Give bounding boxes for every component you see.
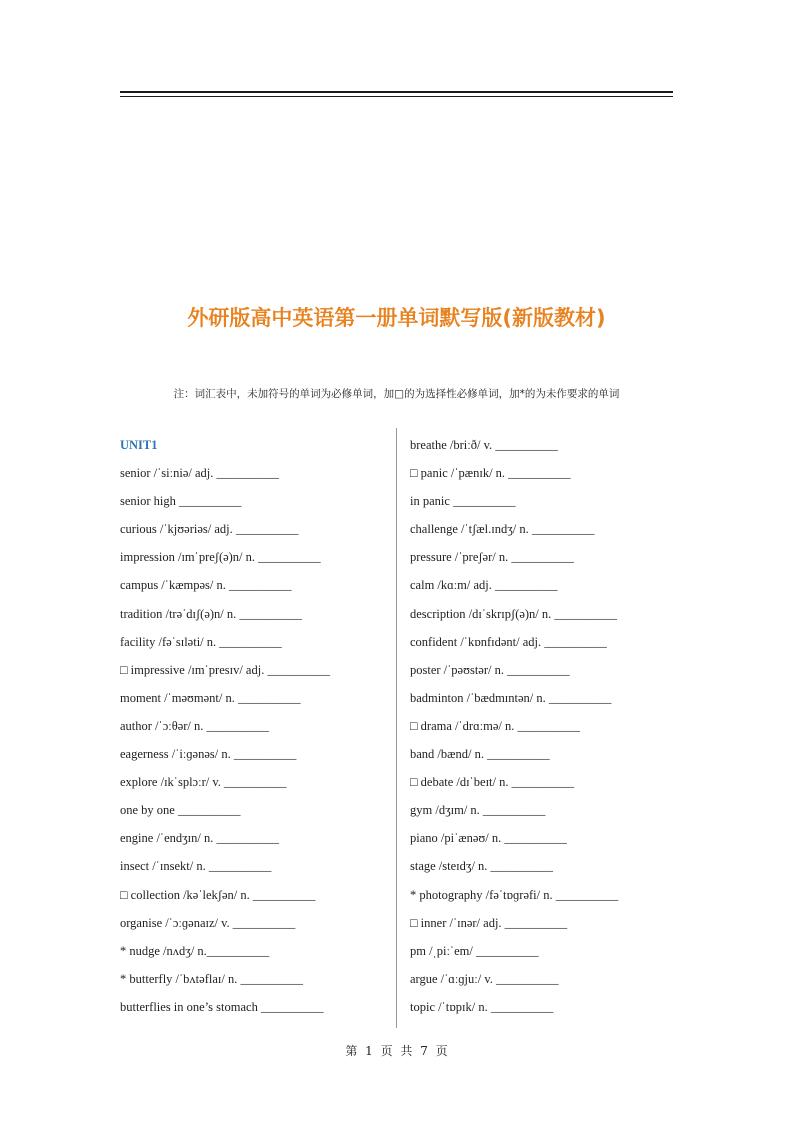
vocab-item: * nudge /nʌdʒ/ n.__________ (120, 943, 270, 958)
vocab-item: pm /ˌpiːˈem/ __________ (410, 943, 539, 958)
vocab-item: moment /ˈməʊmənt/ n. __________ (120, 690, 301, 705)
vocab-item: insect /ˈɪnsekt/ n. __________ (120, 859, 272, 874)
vocab-item: * butterfly /ˈbʌtəflaɪ/ n. __________ (120, 971, 303, 986)
vocab-item: challenge /ˈtʃæl.ɪndʒ/ n. __________ (410, 522, 595, 537)
vocab-item: □ drama /ˈdrɑːmə/ n. __________ (410, 718, 580, 733)
vocab-item: badminton /ˈbædmɪntən/ n. __________ (410, 690, 612, 705)
vocab-item: band /bænd/ n. __________ (410, 747, 550, 762)
header-rule-thin (120, 96, 673, 97)
vocab-item: campus /ˈkæmpəs/ n. __________ (120, 578, 292, 593)
unit-heading: UNIT1 (120, 438, 158, 452)
vocab-item: author /ˈɔːθər/ n. __________ (120, 718, 270, 733)
legend-note: 注：词汇表中，未加符号的单词为必修单词，加□的为选择性必修单词，加*的为未作要求的单词 (173, 388, 620, 400)
vocab-item: argue /ˈɑːɡjuː/ v. __________ (410, 971, 559, 986)
vocab-item: □ panic /ˈpænɪk/ n. __________ (410, 466, 571, 481)
vocab-item: breathe /briːð/ v. __________ (410, 438, 558, 452)
left-column (120, 435, 330, 1025)
vocab-item: poster /ˈpəʊstər/ n. __________ (410, 662, 570, 677)
vocab-item: * photography /fəˈtɒɡrəfi/ n. __________ (410, 887, 619, 902)
vocab-item: tradition /trəˈdɪʃ(ə)n/ n. __________ (120, 606, 302, 621)
vocab-item: □ inner /ˈɪnər/ adj. __________ (410, 915, 568, 930)
vocab-item: pressure /ˈpreʃər/ n. __________ (410, 550, 574, 565)
vocab-item: □ debate /dɪˈbeɪt/ n. __________ (410, 775, 575, 790)
vocab-item: eagerness /ˈiːɡənəs/ n. __________ (120, 747, 297, 762)
vocab-item: □ collection /kəˈlekʃən/ n. __________ (120, 887, 316, 902)
vocab-item: stage /steɪdʒ/ n. __________ (410, 859, 554, 874)
vocab-item: topic /ˈtɒpɪk/ n. __________ (410, 999, 554, 1014)
vocab-item: senior high __________ (120, 494, 242, 509)
vocab-item: □ impressive /ɪmˈpresɪv/ adj. __________ (120, 662, 330, 677)
vocab-item: facility /fəˈsɪləti/ n. __________ (120, 634, 282, 649)
column-divider (396, 428, 397, 1028)
vocab-item: butterflies in one’s stomach __________ (120, 999, 324, 1014)
vocab-item: calm /kɑːm/ adj. __________ (410, 578, 558, 593)
page-number-footer: 第 1 页 共 7 页 (345, 1044, 448, 1058)
vocab-item: curious /ˈkjʊəriəs/ adj. __________ (120, 522, 299, 537)
document-title: 外研版高中英语第一册单词默写版(新版教材) (187, 306, 606, 330)
vocab-item: senior /ˈsiːniə/ adj. __________ (120, 466, 280, 481)
vocab-item: description /dɪˈskrɪpʃ(ə)n/ n. __________ (410, 606, 617, 621)
vocab-item: confident /ˈkɒnfɪdənt/ adj. __________ (410, 634, 607, 649)
vocab-item: gym /dʒɪm/ n. __________ (410, 803, 546, 818)
vocab-item: engine /ˈendʒɪn/ n. __________ (120, 831, 279, 846)
vocab-item: in panic __________ (410, 494, 516, 509)
vocab-item: explore /ɪkˈsplɔːr/ v. __________ (120, 775, 287, 790)
vocab-item: piano /piˈænəʊ/ n. __________ (410, 831, 567, 846)
vocab-item: organise /ˈɔːɡənaɪz/ v. __________ (120, 915, 296, 930)
vocab-item: impression /ɪmˈpreʃ(ə)n/ n. __________ (120, 550, 321, 565)
header-rule-thick (120, 91, 673, 93)
vocab-item: one by one __________ (120, 803, 241, 818)
right-column (410, 435, 618, 1025)
